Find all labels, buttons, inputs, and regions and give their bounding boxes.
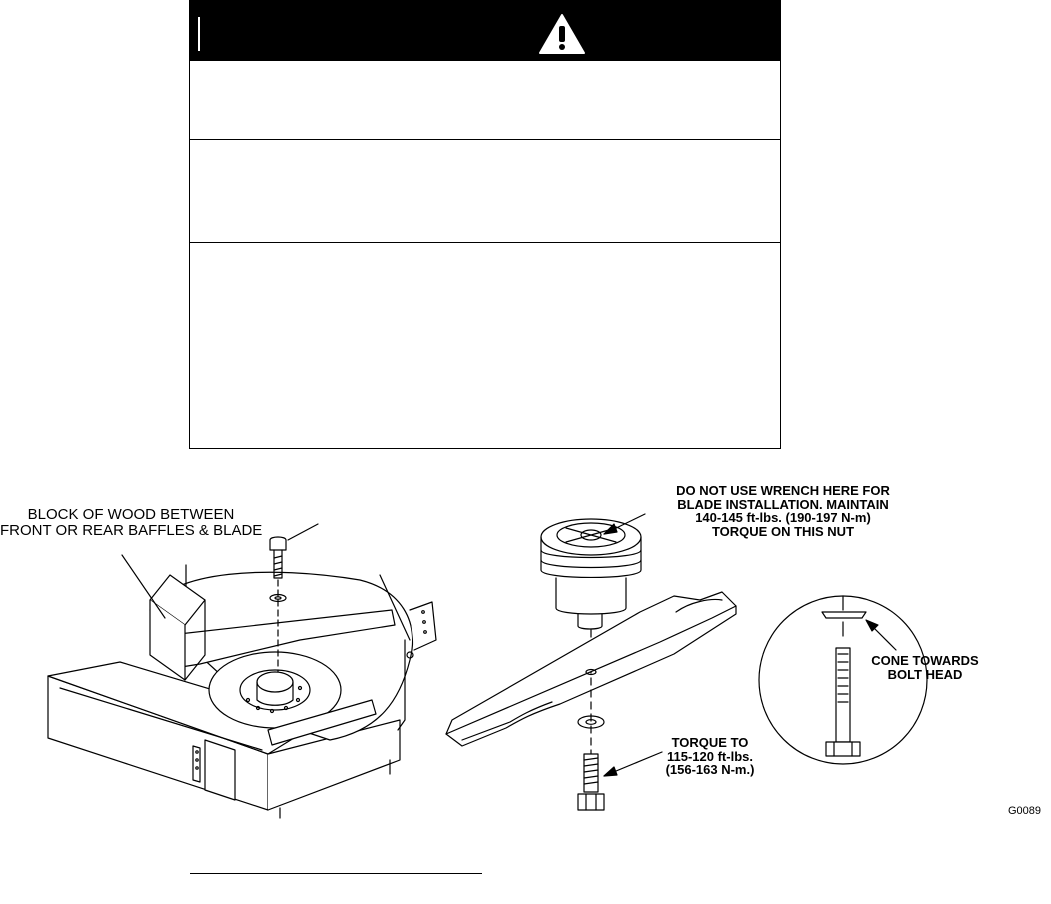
no-wrench-line-4: TORQUE ON THIS NUT [711, 523, 855, 539]
mower-deck-drawing [48, 524, 436, 818]
block-of-wood-line-1: BLOCK OF WOOD BETWEEN [27, 506, 235, 523]
warning-section-2 [190, 139, 780, 242]
torque-label [645, 736, 775, 777]
torque-line-3: (156-163 N-m.) [665, 762, 755, 778]
footnote-rule [190, 873, 482, 874]
warning-section-1 [190, 60, 780, 139]
no-wrench-line-1: DO NOT USE WRENCH HERE FOR [676, 483, 890, 498]
block-of-wood-label [0, 507, 262, 539]
warning-box [189, 0, 781, 449]
no-wrench-label [652, 484, 914, 539]
no-wrench-line-3: 140-145 ft-lbs. (190-197 N-m) [695, 510, 871, 526]
no-wrench-line-2: BLADE INSTALLATION. MAINTAIN [677, 496, 889, 512]
header-tick [198, 17, 200, 51]
warning-triangle-icon [538, 13, 586, 55]
torque-line-1: TORQUE TO [671, 735, 749, 750]
warning-section-3 [190, 242, 780, 448]
warning-header [190, 1, 780, 60]
figure-code: G0089 [1008, 805, 1042, 817]
block-of-wood-line-2: FRONT OR REAR BAFFLES & BLADE [0, 521, 263, 539]
blade-installation-figure [0, 460, 1051, 840]
cone-line-2: BOLT HEAD [887, 666, 963, 682]
cone-line-1: CONE TOWARDS [871, 653, 979, 668]
cone-label [860, 654, 990, 681]
torque-line-2: 115-120 ft-lbs. [667, 748, 753, 764]
